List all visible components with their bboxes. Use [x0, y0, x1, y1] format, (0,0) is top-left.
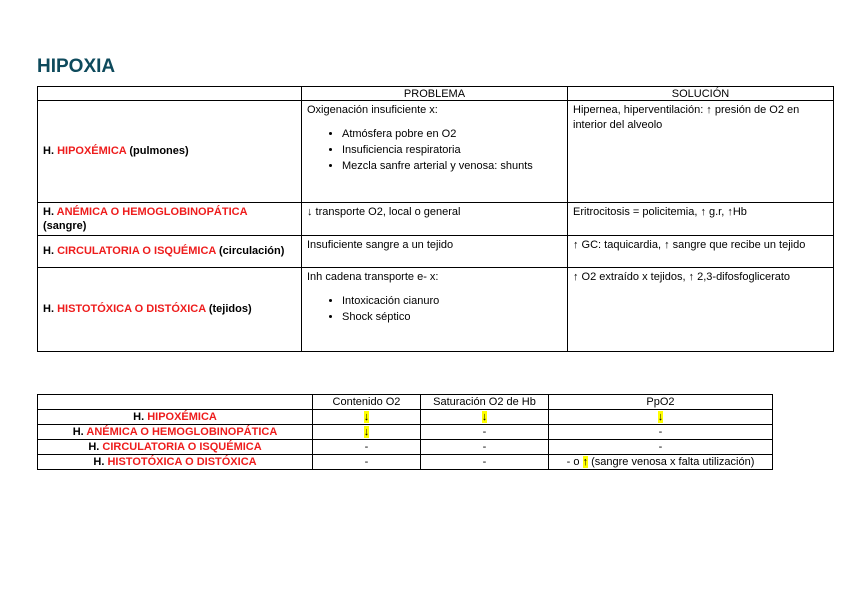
problem-list [307, 293, 562, 325]
header-ppo2: PpO2 [549, 395, 773, 410]
header-solucion: SOLUCIÓN [568, 87, 834, 101]
arrow-down-icon: ↓ [363, 411, 370, 423]
problem-cell: ↓ transporte O2, local o general [302, 203, 568, 236]
table-row [38, 455, 773, 470]
row-label: H. HIPOXÉMICA (pulmones) [38, 101, 302, 203]
problem-cell: Insuficiente sangre a un tejido [302, 236, 568, 268]
solution-cell: Eritrocitosis = policitemia, ↑ g.r, ↑Hb [568, 203, 834, 236]
list-item: • Intoxicación cianuro [342, 293, 562, 309]
saturacion-cell: - [421, 455, 549, 470]
problem-cell [302, 268, 568, 352]
list-item: • Mezcla sanfre arterial y venosa: shunts [342, 158, 562, 174]
row-label: H. HISTOTÓXICA O DISTÓXICA [38, 455, 313, 470]
solution-cell: ↑ O2 extraído x tejidos, ↑ 2,3-difosfoglicerato [568, 268, 834, 352]
header-saturacion: Saturación O2 de Hb [421, 395, 549, 410]
table-header-row [38, 87, 834, 101]
row-label: H. ANÉMICA O HEMOGLOBINOPÁTICA (sangre) [38, 203, 302, 236]
row-label: H. CIRCULATORIA O ISQUÉMICA [38, 440, 313, 455]
header-contenido-o2: Contenido O2 [313, 395, 421, 410]
problem-list [307, 126, 562, 174]
problem-intro: Inh cadena transporte e- x: [307, 271, 439, 283]
row-label: H. HIPOXÉMICA [38, 410, 313, 425]
solution-cell: Hipernea, hiperventilación: ↑ presión de O2 en interior del alveolo [568, 101, 834, 203]
contenido-cell [313, 410, 421, 425]
page-title: HIPOXIA [37, 56, 116, 77]
header-empty [38, 395, 313, 410]
ppo2-cell: - [549, 425, 773, 440]
contenido-cell [313, 425, 421, 440]
problem-intro: Oxigenación insuficiente x: [307, 104, 438, 116]
table-row [38, 440, 773, 455]
list-item: • Insuficiencia respiratoria [342, 142, 562, 158]
hypoxia-parameters-table [37, 394, 773, 470]
hypoxia-problem-solution-table [37, 86, 834, 352]
contenido-cell: - [313, 455, 421, 470]
table-row-histotoxica [38, 268, 834, 352]
ppo2-cell: - [549, 440, 773, 455]
saturacion-cell: - [421, 425, 549, 440]
contenido-cell: - [313, 440, 421, 455]
row-label: H. CIRCULATORIA O ISQUÉMICA (circulación) [38, 236, 302, 268]
problem-cell [302, 101, 568, 203]
table-row-anemica [38, 203, 834, 236]
ppo2-cell [549, 410, 773, 425]
table-row [38, 410, 773, 425]
header-empty [38, 87, 302, 101]
list-item: • Atmósfera pobre en O2 [342, 126, 562, 142]
arrow-up-icon: ↑ [582, 456, 589, 468]
arrow-down-icon: ↓ [363, 426, 370, 438]
list-item: • Shock séptico [342, 309, 562, 325]
table-header-row [38, 395, 773, 410]
saturacion-cell: - [421, 440, 549, 455]
table-row-hipoxemica [38, 101, 834, 203]
row-label: H. ANÉMICA O HEMOGLOBINOPÁTICA [38, 425, 313, 440]
solution-cell: ↑ GC: taquicardia, ↑ sangre que recibe un tejido [568, 236, 834, 268]
table-row [38, 425, 773, 440]
arrow-down-icon: ↓ [657, 411, 664, 423]
table-row-circulatoria [38, 236, 834, 268]
arrow-down-icon: ↓ [481, 411, 488, 423]
row-label: H. HISTOTÓXICA O DISTÓXICA (tejidos) [38, 268, 302, 352]
saturacion-cell [421, 410, 549, 425]
ppo2-cell: - o ↑ (sangre venosa x falta utilización) [549, 455, 773, 470]
header-problema: PROBLEMA [302, 87, 568, 101]
